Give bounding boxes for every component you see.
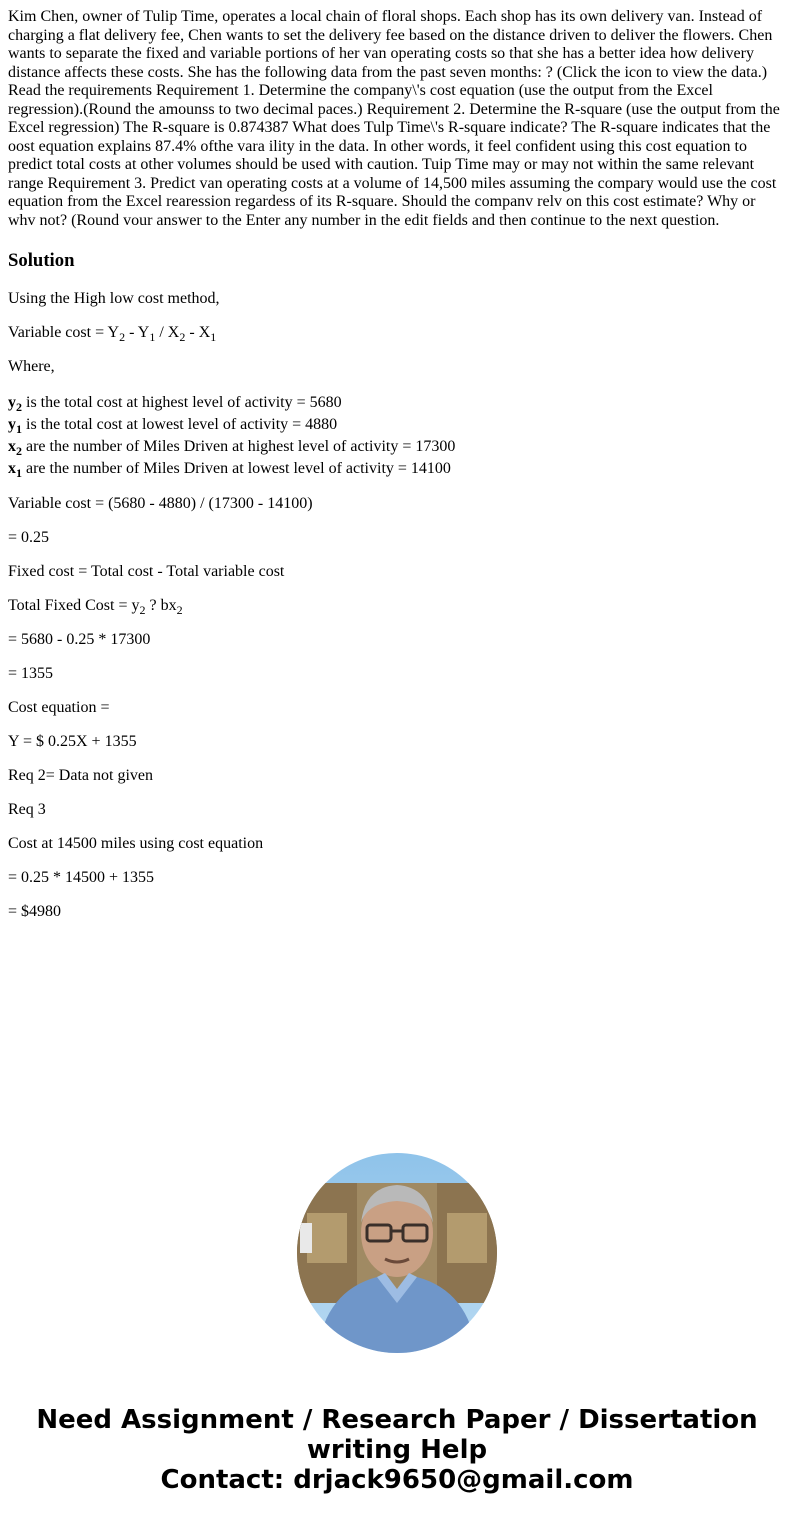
- requirement-3-calculation: = 0.25 * 14500 + 1355: [8, 869, 155, 886]
- requirement-2-answer: Req 2= Data not given: [8, 767, 153, 784]
- method-line: Using the High low cost method,: [8, 290, 220, 307]
- requirement-3-description: Cost at 14500 miles using cost equation: [8, 835, 264, 852]
- footer-contact-email: Contact: drjack9650@gmail.com: [160, 1465, 634, 1495]
- question-text: Kim Chen, owner of Tulip Time, operates a local chain of floral shops. Each shop has its own delivery van. Instead of charging a flat delivery fee, Chen wants to set the delivery fee based on the distance driven to deliver the flowers. Chen wants to separate the fixed and variable portions of her van operating costs so that she has a better idea how delivery distance affects these costs. She has the following data from the past seven months: ? (Click the icon to view the data.) Read the requirements Requirement 1. Determine the company\'s cost equation (use the output from the Excel regression).(Round the amounss to two decimal paces.) Requirement 2. Determine the R-square (use the output from the Excel regression) The R-square is 0.874387 What does Tulp Time\'s R-square indicate? The R-square indicates that the oost equation explains 87.4% ofthe vara ility in the data. In other words, it feel confident using this cost equation to predict total costs at other volumes should be used with caution. Tuip Time may or may not within the same relevant range Requirement 3. Predict van operating costs at a volume of 14,500 miles assuming the compary would use the cost equation from the Excel rearession regardess of its R-square. Should the companv relv on this cost estimate? Why or whv not? (Round vour answer to the Enter any number in the edit fields and then continue to the next question.: [8, 8, 780, 229]
- requirement-3-result: = $4980: [8, 903, 62, 920]
- requirement-3-label: Req 3: [8, 801, 46, 818]
- tutor-avatar-photo: [297, 1153, 497, 1353]
- variable-cost-calculation: Variable cost = (5680 - 4880) / (17300 - 14100): [8, 495, 313, 512]
- definition-y1: $y_1$ is the total cost at lowest level of activity = 4880: [8, 416, 338, 437]
- fixed-cost-result: = 1355: [8, 665, 54, 682]
- cost-equation-label: Cost equation =: [8, 699, 110, 716]
- fixed-cost-calculation: = 5680 - 0.25 * 17300: [8, 631, 151, 648]
- fixed-cost-definition: Fixed cost = Total cost - Total variable cost: [8, 563, 285, 580]
- solution-heading: Solution: [8, 250, 75, 271]
- variable-cost-result: = 0.25: [8, 529, 50, 546]
- definitions-list: [8, 392, 786, 480]
- cost-equation: Y = $ 0.25X + 1355: [8, 733, 137, 750]
- footer-contact-banner: [0, 1405, 794, 1495]
- definition-y2: $y_2$ is the total cost at highest level of activity = 5680: [8, 394, 342, 415]
- avatar-illustration: [297, 1153, 497, 1353]
- definition-x1: $x_1$ are the number of Miles Driven at lowest level of activity = 14100: [8, 460, 451, 481]
- where-label: Where,: [8, 358, 55, 375]
- total-fixed-cost-formula: Total Fixed Cost = $y_2$ ? $bx_2$: [8, 597, 183, 618]
- footer-line-2: writing Help: [306, 1435, 488, 1465]
- definition-x2: $x_2$ are the number of Miles Driven at highest level of activity = 17300: [8, 438, 456, 459]
- variable-cost-formula: Variable $\cos t = Y_2 - Y_1 / X_2 - X_1$: [8, 324, 217, 345]
- footer-line-1: Need Assignment / Research Paper / Dissertation: [36, 1405, 758, 1435]
